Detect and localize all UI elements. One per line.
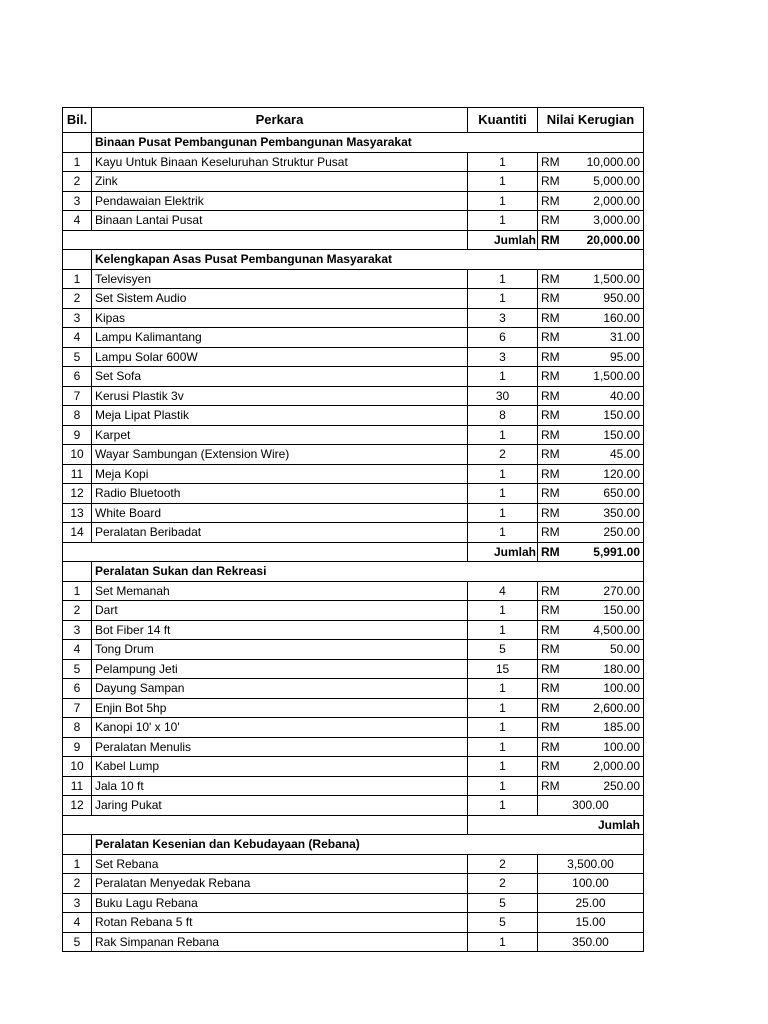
table-row	[63, 796, 644, 816]
row-value: 950.00	[568, 289, 644, 309]
row-currency: RM	[538, 464, 568, 484]
table-row	[63, 698, 644, 718]
table-body	[63, 133, 644, 952]
section-blank-cell	[63, 835, 92, 855]
row-currency: RM	[538, 406, 568, 426]
row-item: Pendawaian Elektrik	[92, 191, 468, 211]
table-row	[63, 425, 644, 445]
row-item: Pelampung Jeti	[92, 659, 468, 679]
row-number: 2	[63, 289, 92, 309]
table-row	[63, 172, 644, 192]
row-quantity: 3	[468, 347, 538, 367]
row-value: 2,000.00	[568, 757, 644, 777]
row-item: Binaan Lantai Pusat	[92, 211, 468, 231]
row-item: Tong Drum	[92, 640, 468, 660]
table-row	[63, 211, 644, 231]
row-value: 100.00	[568, 737, 644, 757]
row-number: 11	[63, 776, 92, 796]
row-item: Televisyen	[92, 269, 468, 289]
row-quantity: 1	[468, 679, 538, 699]
row-item: Dart	[92, 601, 468, 621]
table-row	[63, 191, 644, 211]
row-value: 5,000.00	[568, 172, 644, 192]
row-quantity: 1	[468, 737, 538, 757]
header-qty: Kuantiti	[468, 108, 538, 133]
row-currency: RM	[538, 581, 568, 601]
row-currency: RM	[538, 484, 568, 504]
row-currency: RM	[538, 601, 568, 621]
row-quantity: 5	[468, 893, 538, 913]
row-currency: RM	[538, 640, 568, 660]
row-currency: RM	[538, 211, 568, 231]
row-value: 150.00	[568, 601, 644, 621]
section-title: Peralatan Kesenian dan Kebudayaan (Rebana)	[92, 835, 644, 855]
section-title: Kelengkapan Asas Pusat Pembangunan Masyarakat	[92, 250, 644, 270]
section-title: Peralatan Sukan dan Rekreasi	[92, 562, 644, 582]
row-currency: RM	[538, 425, 568, 445]
row-value: 45.00	[568, 445, 644, 465]
row-number: 2	[63, 172, 92, 192]
table-row	[63, 776, 644, 796]
row-value: 1,500.00	[568, 269, 644, 289]
row-item: Set Rebana	[92, 854, 468, 874]
row-quantity: 6	[468, 328, 538, 348]
row-number: 1	[63, 581, 92, 601]
row-number: 4	[63, 328, 92, 348]
total-currency: RM	[538, 542, 568, 562]
table-row	[63, 659, 644, 679]
table-row	[63, 503, 644, 523]
row-item: Rak Simpanan Rebana	[92, 932, 468, 952]
row-number: 14	[63, 523, 92, 543]
section-title-row	[63, 562, 644, 582]
row-number: 8	[63, 406, 92, 426]
table-row	[63, 269, 644, 289]
row-quantity: 1	[468, 211, 538, 231]
row-number: 13	[63, 503, 92, 523]
row-value: 300.00	[538, 796, 644, 816]
row-number: 5	[63, 659, 92, 679]
row-quantity: 1	[468, 289, 538, 309]
table-row	[63, 152, 644, 172]
row-currency: RM	[538, 191, 568, 211]
table-row	[63, 328, 644, 348]
row-quantity: 15	[468, 659, 538, 679]
row-currency: RM	[538, 620, 568, 640]
row-number: 3	[63, 893, 92, 913]
row-item: Wayar Sambungan (Extension Wire)	[92, 445, 468, 465]
table-row	[63, 464, 644, 484]
table-row	[63, 484, 644, 504]
table-row	[63, 523, 644, 543]
row-item: Kerusi Plastik 3v	[92, 386, 468, 406]
table-row	[63, 893, 644, 913]
row-currency: RM	[538, 718, 568, 738]
section-blank-cell	[63, 133, 92, 153]
row-quantity: 1	[468, 172, 538, 192]
row-value: 40.00	[568, 386, 644, 406]
row-value: 180.00	[568, 659, 644, 679]
row-number: 6	[63, 679, 92, 699]
row-quantity: 1	[468, 464, 538, 484]
section-title-row	[63, 133, 644, 153]
row-number: 1	[63, 152, 92, 172]
row-value: 650.00	[568, 484, 644, 504]
row-item: Jala 10 ft	[92, 776, 468, 796]
row-item: Lampu Solar 600W	[92, 347, 468, 367]
row-value: 15.00	[538, 913, 644, 933]
row-value: 50.00	[568, 640, 644, 660]
row-value: 31.00	[568, 328, 644, 348]
row-quantity: 1	[468, 484, 538, 504]
row-value: 1,500.00	[568, 367, 644, 387]
row-currency: RM	[538, 659, 568, 679]
row-quantity: 1	[468, 932, 538, 952]
row-currency: RM	[538, 757, 568, 777]
total-currency: RM	[538, 230, 568, 250]
section-title: Binaan Pusat Pembangunan Pembangunan Masyarakat	[92, 133, 644, 153]
row-item: Peralatan Menulis	[92, 737, 468, 757]
row-value: 150.00	[568, 406, 644, 426]
row-item: Meja Lipat Plastik	[92, 406, 468, 426]
row-value: 100.00	[538, 874, 644, 894]
row-quantity: 1	[468, 191, 538, 211]
section-blank-cell	[63, 250, 92, 270]
row-number: 9	[63, 425, 92, 445]
section-title-row	[63, 835, 644, 855]
loss-table	[62, 107, 644, 952]
row-quantity: 8	[468, 406, 538, 426]
row-number: 11	[63, 464, 92, 484]
table-row	[63, 854, 644, 874]
row-value: 95.00	[568, 347, 644, 367]
row-quantity: 1	[468, 425, 538, 445]
row-number: 4	[63, 913, 92, 933]
row-item: Kipas	[92, 308, 468, 328]
row-currency: RM	[538, 172, 568, 192]
row-value: 4,500.00	[568, 620, 644, 640]
row-quantity: 5	[468, 913, 538, 933]
row-currency: RM	[538, 152, 568, 172]
row-currency: RM	[538, 445, 568, 465]
table-row	[63, 874, 644, 894]
row-value: 250.00	[568, 776, 644, 796]
row-value: 270.00	[568, 581, 644, 601]
row-item: Meja Kopi	[92, 464, 468, 484]
row-number: 8	[63, 718, 92, 738]
total-blank-cell	[63, 230, 468, 250]
row-number: 12	[63, 484, 92, 504]
row-quantity: 5	[468, 640, 538, 660]
header-row	[63, 108, 644, 133]
total-blank-cell	[63, 815, 468, 835]
row-item: Radio Bluetooth	[92, 484, 468, 504]
section-blank-cell	[63, 562, 92, 582]
row-item: Kabel Lump	[92, 757, 468, 777]
table-row	[63, 308, 644, 328]
row-number: 1	[63, 269, 92, 289]
row-number: 1	[63, 854, 92, 874]
row-currency: RM	[538, 386, 568, 406]
row-quantity: 1	[468, 523, 538, 543]
row-quantity: 1	[468, 367, 538, 387]
table-row	[63, 601, 644, 621]
table-row	[63, 581, 644, 601]
row-currency: RM	[538, 679, 568, 699]
row-number: 2	[63, 874, 92, 894]
row-quantity: 1	[468, 620, 538, 640]
row-quantity: 1	[468, 269, 538, 289]
table-row	[63, 757, 644, 777]
header-value: Nilai Kerugian	[538, 108, 644, 133]
row-item: Enjin Bot 5hp	[92, 698, 468, 718]
total-label: Jumlah	[468, 230, 538, 250]
row-number: 5	[63, 347, 92, 367]
row-value: 250.00	[568, 523, 644, 543]
row-currency: RM	[538, 328, 568, 348]
row-item: Karpet	[92, 425, 468, 445]
row-number: 6	[63, 367, 92, 387]
row-value: 185.00	[568, 718, 644, 738]
row-value: 120.00	[568, 464, 644, 484]
row-item: Lampu Kalimantang	[92, 328, 468, 348]
row-quantity: 2	[468, 854, 538, 874]
row-currency: RM	[538, 698, 568, 718]
row-item: Set Memanah	[92, 581, 468, 601]
row-number: 4	[63, 640, 92, 660]
table-row	[63, 679, 644, 699]
row-value: 350.00	[568, 503, 644, 523]
row-quantity: 1	[468, 152, 538, 172]
header-no: Bil.	[63, 108, 92, 133]
total-row	[63, 542, 644, 562]
row-value: 100.00	[568, 679, 644, 699]
row-quantity: 1	[468, 698, 538, 718]
row-quantity: 4	[468, 581, 538, 601]
row-item: Bot Fiber 14 ft	[92, 620, 468, 640]
table-row	[63, 718, 644, 738]
table-row	[63, 737, 644, 757]
table-row	[63, 347, 644, 367]
row-quantity: 2	[468, 445, 538, 465]
row-quantity: 1	[468, 757, 538, 777]
total-row	[63, 230, 644, 250]
table-row	[63, 640, 644, 660]
row-currency: RM	[538, 737, 568, 757]
row-number: 3	[63, 620, 92, 640]
row-value: 2,600.00	[568, 698, 644, 718]
row-currency: RM	[538, 776, 568, 796]
table-row	[63, 932, 644, 952]
row-quantity: 2	[468, 874, 538, 894]
row-number: 4	[63, 211, 92, 231]
table-row	[63, 367, 644, 387]
row-value: 3,500.00	[538, 854, 644, 874]
row-number: 3	[63, 308, 92, 328]
row-item: Set Sistem Audio	[92, 289, 468, 309]
table-row	[63, 289, 644, 309]
row-number: 12	[63, 796, 92, 816]
row-number: 10	[63, 445, 92, 465]
table-row	[63, 620, 644, 640]
row-currency: RM	[538, 503, 568, 523]
row-number: 10	[63, 757, 92, 777]
row-number: 7	[63, 698, 92, 718]
total-label: Jumlah	[468, 815, 644, 835]
row-currency: RM	[538, 308, 568, 328]
row-item: Kayu Untuk Binaan Keseluruhan Struktur Pusat	[92, 152, 468, 172]
row-item: Peralatan Menyedak Rebana	[92, 874, 468, 894]
table-row	[63, 913, 644, 933]
row-quantity: 1	[468, 601, 538, 621]
row-number: 3	[63, 191, 92, 211]
row-number: 5	[63, 932, 92, 952]
row-quantity: 3	[468, 308, 538, 328]
table-row	[63, 406, 644, 426]
row-number: 2	[63, 601, 92, 621]
table-row	[63, 445, 644, 465]
row-item: Peralatan Beribadat	[92, 523, 468, 543]
row-quantity: 1	[468, 718, 538, 738]
total-blank-cell	[63, 542, 468, 562]
row-quantity: 1	[468, 776, 538, 796]
row-currency: RM	[538, 347, 568, 367]
row-quantity: 1	[468, 503, 538, 523]
row-value: 160.00	[568, 308, 644, 328]
total-row	[63, 815, 644, 835]
row-item: Buku Lagu Rebana	[92, 893, 468, 913]
row-item: Zink	[92, 172, 468, 192]
row-value: 10,000.00	[568, 152, 644, 172]
row-value: 3,000.00	[568, 211, 644, 231]
row-item: Set Sofa	[92, 367, 468, 387]
header-item: Perkara	[92, 108, 468, 133]
row-item: White Board	[92, 503, 468, 523]
row-item: Rotan Rebana 5 ft	[92, 913, 468, 933]
total-label: Jumlah	[468, 542, 538, 562]
row-currency: RM	[538, 523, 568, 543]
row-item: Jaring Pukat	[92, 796, 468, 816]
row-value: 2,000.00	[568, 191, 644, 211]
total-value: 20,000.00	[568, 230, 644, 250]
row-quantity: 30	[468, 386, 538, 406]
row-item: Kanopi 10' x 10'	[92, 718, 468, 738]
row-quantity: 1	[468, 796, 538, 816]
row-item: Dayung Sampan	[92, 679, 468, 699]
row-value: 150.00	[568, 425, 644, 445]
section-title-row	[63, 250, 644, 270]
table-row	[63, 386, 644, 406]
row-number: 9	[63, 737, 92, 757]
row-value: 350.00	[538, 932, 644, 952]
row-value: 25.00	[538, 893, 644, 913]
row-currency: RM	[538, 289, 568, 309]
row-currency: RM	[538, 367, 568, 387]
row-number: 7	[63, 386, 92, 406]
row-currency: RM	[538, 269, 568, 289]
total-value: 5,991.00	[568, 542, 644, 562]
